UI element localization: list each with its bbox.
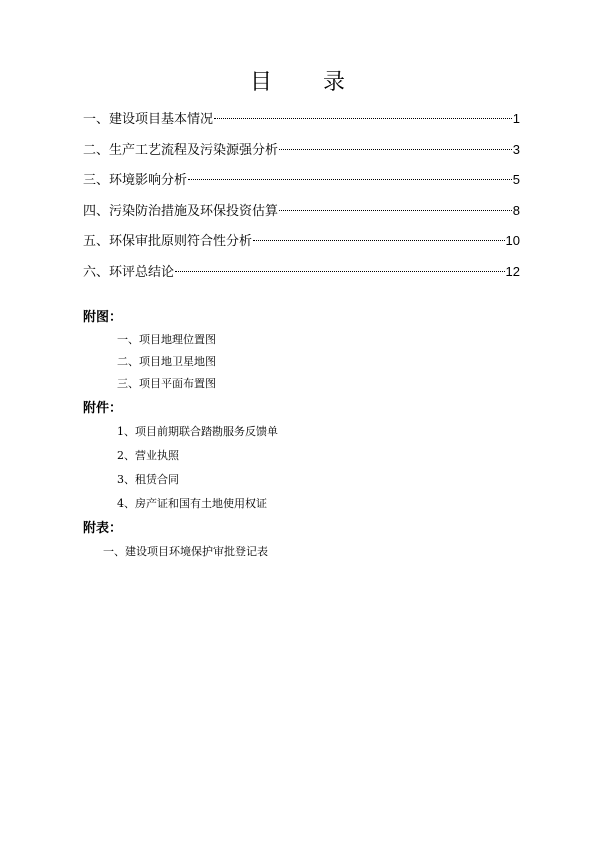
toc-leader-dots [175,271,505,272]
page-title: 目 录 [250,70,367,95]
table-of-contents [83,104,520,287]
toc-entry[interactable] [83,196,520,227]
figures-heading: 附图： [83,310,123,325]
toc-entry[interactable] [83,226,520,257]
toc-entry-label: 一、建设项目基本情况 [83,112,214,127]
toc-leader-dots [279,149,512,150]
attachment-item: 3、租赁合同 [117,473,179,486]
figure-item: 二、项目地卫星地图 [117,355,216,368]
toc-entry-label: 四、污染防治措施及环保投资估算 [83,203,279,219]
table-item: 一、建设项目环境保护审批登记表 [103,545,268,558]
toc-entry[interactable] [83,135,520,166]
toc-leader-dots [279,210,512,211]
toc-entry[interactable] [83,257,520,288]
toc-entry-label: 六、环评总结论 [83,264,175,280]
toc-entry-page: 8 [512,202,520,218]
tables-heading: 附表： [83,521,123,536]
toc-entry-page: 12 [505,263,520,279]
toc-entry-label: 五、环保审批原则符合性分析 [83,234,253,249]
toc-entry-page: 3 [512,141,520,157]
toc-entry-page: 5 [512,172,520,187]
attachment-item: 4、房产证和国有土地使用权证 [117,497,267,510]
toc-entry-label: 二、生产工艺流程及污染源强分析 [83,142,279,158]
attachment-item: 2、营业执照 [117,449,179,462]
attachments-heading: 附件： [83,401,123,416]
toc-leader-dots [188,179,512,180]
attachment-item: 1、项目前期联合踏勘服务反馈单 [117,425,278,438]
figure-item: 三、项目平面布置图 [117,377,216,390]
toc-entry-page: 10 [505,233,520,248]
toc-entry-label: 三、环境影响分析 [83,173,188,188]
figure-item: 一、项目地理位置图 [117,333,216,346]
toc-entry-page: 1 [512,111,520,126]
toc-leader-dots [214,118,512,119]
toc-leader-dots [253,240,505,241]
toc-entry[interactable] [83,165,520,196]
toc-entry[interactable] [83,104,520,135]
